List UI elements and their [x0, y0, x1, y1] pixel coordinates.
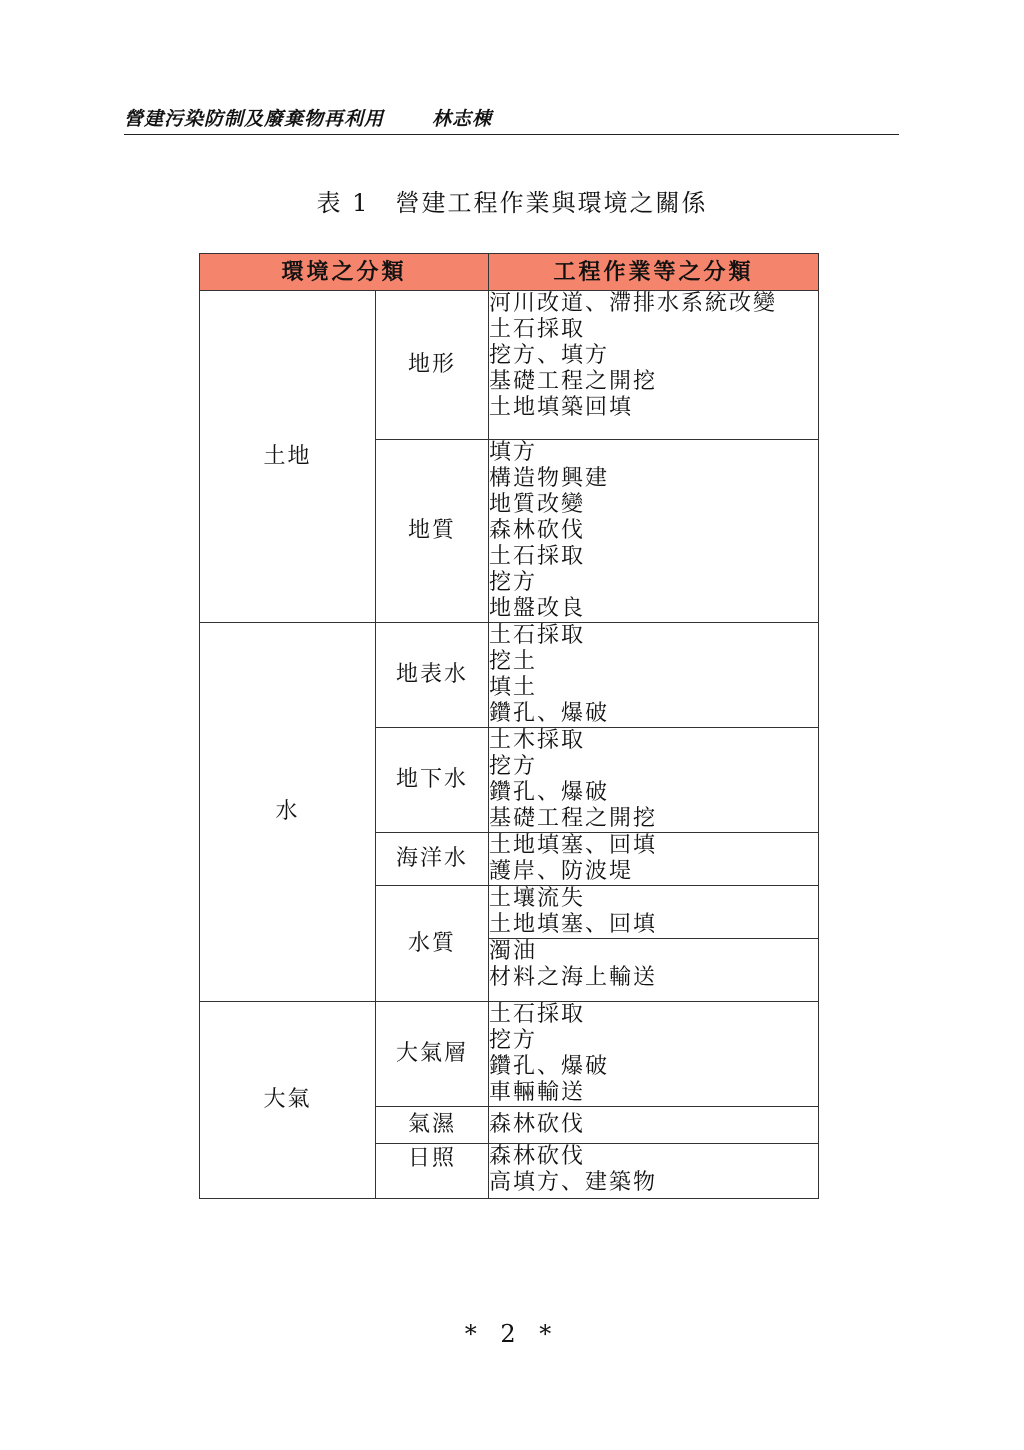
table-row	[200, 623, 819, 728]
table-row	[200, 1002, 819, 1107]
subcategory-atmosphere: 大氣層	[376, 1002, 489, 1107]
page-number: * 2 *	[464, 1320, 560, 1348]
subcategory-ocean-water: 海洋水	[376, 833, 489, 886]
operation-item: 挖方	[489, 570, 538, 595]
subcategory-surface-water: 地表水	[376, 623, 489, 728]
operation-item: 土地填築回填	[489, 395, 634, 420]
operation-item: 土壤流失	[489, 886, 586, 911]
operation-item: 地盤改良	[489, 596, 586, 621]
operation-item: 鑽孔、爆破	[489, 780, 610, 805]
category-air: 大氣	[200, 1002, 376, 1199]
column-header-operations: 工程作業等之分類	[489, 254, 819, 291]
operation-item: 鑽孔、爆破	[489, 701, 610, 726]
operation-item: 土石採取	[489, 544, 586, 569]
column-header-environment: 環境之分類	[200, 254, 489, 291]
operations-groundwater	[489, 728, 819, 833]
subcategory-groundwater: 地下水	[376, 728, 489, 833]
operation-item: 地質改變	[489, 492, 586, 517]
environment-relation-table	[199, 253, 819, 1199]
operations-geology	[489, 440, 819, 623]
operation-item: 挖方	[489, 1028, 538, 1053]
operation-item: 濁油	[489, 939, 538, 964]
operation-item: 護岸、防波堤	[489, 859, 634, 884]
operation-item: 填方	[489, 440, 538, 465]
operation-item: 材料之海上輸送	[489, 965, 658, 990]
operations-water-quality-a	[489, 886, 819, 939]
operation-item: 填土	[489, 675, 538, 700]
operation-item: 鑽孔、爆破	[489, 1054, 610, 1079]
operation-item: 河川改道、滯排水系統改變	[489, 291, 778, 316]
operation-item: 森林砍伐	[489, 518, 586, 543]
operations-surface-water	[489, 623, 819, 728]
subcategory-water-quality: 水質	[376, 886, 489, 1002]
running-head	[124, 106, 899, 135]
operation-item: 挖方	[489, 754, 538, 779]
operation-item: 高填方、建築物	[489, 1170, 658, 1195]
subcategory-sunlight: 日照	[376, 1144, 489, 1199]
table-header-row	[200, 254, 819, 291]
operation-item: 車輛輸送	[489, 1080, 586, 1105]
running-head-author: 林志棟	[432, 108, 493, 130]
subcategory-terrain: 地形	[376, 291, 489, 440]
operations-water-quality-b	[489, 939, 819, 1002]
category-water: 水	[200, 623, 376, 1002]
operation-item: 森林砍伐	[489, 1112, 586, 1137]
operations-terrain	[489, 291, 819, 440]
operation-item: 挖土	[489, 649, 538, 674]
table-caption: 表 1 營建工程作業與環境之關係	[316, 189, 708, 217]
operation-item: 土石採取	[489, 317, 586, 342]
subcategory-humidity: 氣濕	[376, 1107, 489, 1144]
operation-item: 挖方、填方	[489, 343, 610, 368]
running-head-title: 營建污染防制及廢棄物再利用	[124, 108, 385, 130]
operation-item: 森林砍伐	[489, 1144, 586, 1169]
operation-item: 土石採取	[489, 623, 586, 648]
operation-item: 土石採取	[489, 1002, 586, 1027]
operation-item: 土木採取	[489, 728, 586, 753]
operation-item: 土地填塞、回填	[489, 912, 658, 937]
operation-item: 基礎工程之開挖	[489, 369, 658, 394]
operations-atmosphere	[489, 1002, 819, 1107]
table-row	[200, 291, 819, 440]
operations-sunlight	[489, 1144, 819, 1199]
subcategory-geology: 地質	[376, 440, 489, 623]
category-land: 土地	[200, 291, 376, 623]
operations-humidity	[489, 1107, 819, 1144]
operation-item: 土地填塞、回填	[489, 833, 658, 858]
operations-ocean-water	[489, 833, 819, 886]
operation-item: 基礎工程之開挖	[489, 806, 658, 831]
operation-item: 構造物興建	[489, 466, 610, 491]
